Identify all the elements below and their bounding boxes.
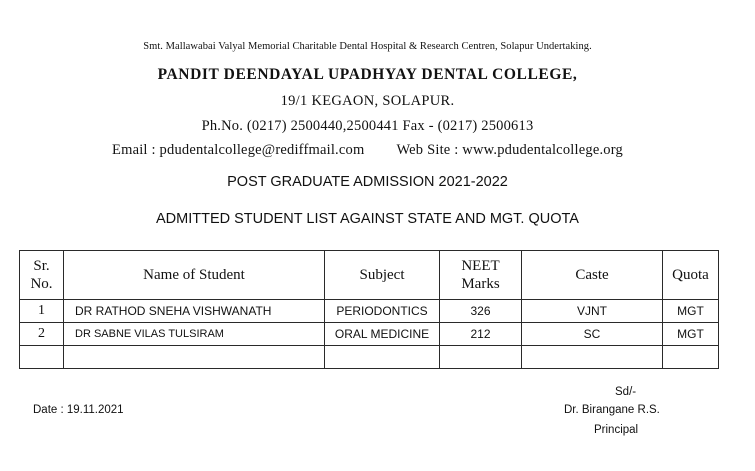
college-name: PANDIT DEENDAYAL UPADHYAY DENTAL COLLEGE, — [157, 66, 578, 83]
cell-subject: ORAL MEDICINE — [325, 323, 440, 346]
table-row — [20, 300, 719, 323]
header-subject: Subject — [325, 251, 440, 300]
issue-date: Date : 19.11.2021 — [33, 404, 124, 416]
cell-caste: VJNT — [522, 300, 663, 323]
cell-empty — [663, 346, 719, 369]
cell-caste: SC — [522, 323, 663, 346]
table-row-empty — [20, 346, 719, 369]
cell-empty — [440, 346, 522, 369]
header-name: Name of Student — [64, 251, 325, 300]
table-row — [20, 323, 719, 346]
email-text: Email : pdudentalcollege@rediffmail.com — [112, 142, 365, 158]
cell-marks: 212 — [440, 323, 522, 346]
cell-sr: 2 — [20, 323, 64, 346]
trust-name: Smt. Mallawabai Valyal Memorial Charitable Dental Hospital & Research Centren, Solapur Undertaking. — [143, 41, 592, 52]
contact-phone: Ph.No. (0217) 2500440,2500441 Fax - (0217) 2500613 — [201, 118, 534, 134]
cell-empty — [522, 346, 663, 369]
cell-name: DR RATHOD SNEHA VISHWANATH — [64, 300, 325, 323]
cell-sr: 1 — [20, 300, 64, 323]
list-title: ADMITTED STUDENT LIST AGAINST STATE AND MGT. QUOTA — [156, 211, 579, 227]
signed-mark: Sd/- — [615, 386, 637, 398]
cell-name: DR SABNE VILAS TULSIRAM — [64, 323, 325, 346]
cell-subject: PERIODONTICS — [325, 300, 440, 323]
admission-title: POST GRADUATE ADMISSION 2021-2022 — [227, 174, 508, 190]
cell-quota: MGT — [663, 323, 719, 346]
contact-line — [0, 142, 735, 159]
cell-quota: MGT — [663, 300, 719, 323]
header-neet-marks: NEET Marks — [440, 251, 522, 300]
student-table — [19, 250, 719, 369]
header-sr-no: Sr. No. — [20, 251, 64, 300]
signatory-designation: Principal — [594, 424, 639, 436]
cell-marks: 326 — [440, 300, 522, 323]
cell-empty — [20, 346, 64, 369]
website-text: Web Site : www.pdudentalcollege.org — [396, 142, 623, 158]
header-caste: Caste — [522, 251, 663, 300]
cell-empty — [64, 346, 325, 369]
header-quota: Quota — [663, 251, 719, 300]
college-address: 19/1 KEGAON, SOLAPUR. — [280, 93, 455, 109]
signatory-name: Dr. Birangane R.S. — [564, 404, 660, 416]
table-header-row — [20, 251, 719, 300]
cell-empty — [325, 346, 440, 369]
